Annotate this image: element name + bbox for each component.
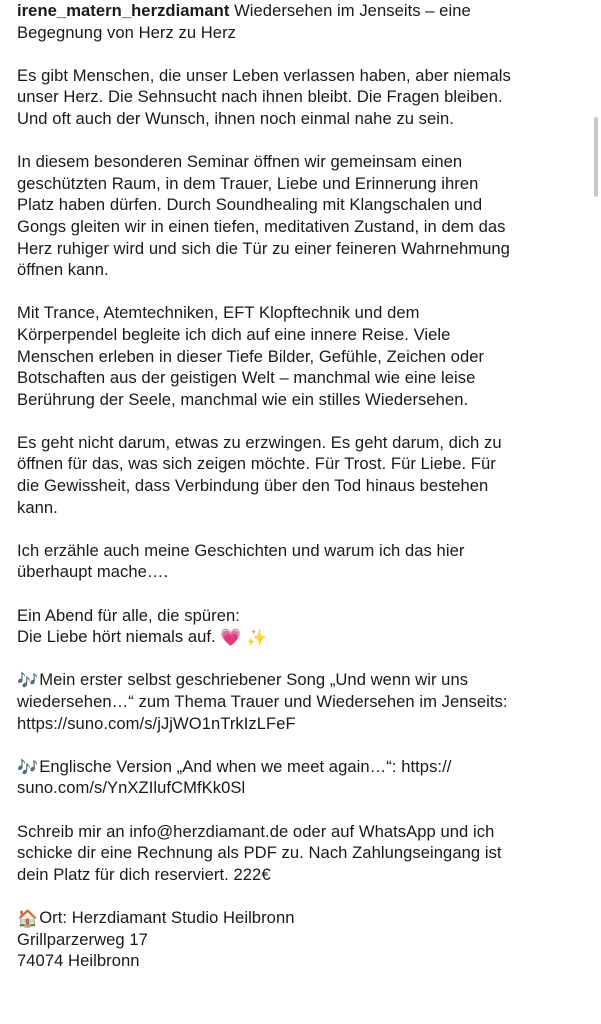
- paragraph-methods: [17, 302, 589, 410]
- post-caption: [17, 0, 589, 993]
- paragraph-seminar: [17, 151, 589, 281]
- text-line: Botschaften aus der geistigen Welt – manchmal wie eine leise: [17, 368, 476, 388]
- text-line: schicke dir eine Rechnung als PDF zu. Nach Zahlungseingang ist: [17, 843, 502, 863]
- text-line: überhaupt mache….: [17, 562, 169, 582]
- musical-notes-icon: 🎶: [17, 671, 39, 692]
- text-line: Die Liebe hört niemals auf.: [17, 627, 216, 647]
- text-line: Mit Trance, Atemtechniken, EFT Klopftechnik und dem: [17, 303, 420, 323]
- text-line: Ein Abend für alle, die spüren:: [17, 605, 240, 625]
- text-line: öffnen für das, was sich zeigen möchte. Für Trost. Für Liebe. Für: [17, 454, 496, 474]
- text-line: Menschen erleben in dieser Tiefe Bilder, Gefühle, Zeichen oder: [17, 346, 485, 366]
- text-line: Berührung der Seele, manchmal wie ein stilles Wiedersehen.: [17, 389, 469, 409]
- paragraph-stories: [17, 540, 589, 583]
- text-line: Englische Version „And when we meet again…“: https://: [39, 756, 452, 776]
- text-line: die Gewissheit, dass Verbindung über den Tod hinaus bestehen: [17, 476, 489, 496]
- text-line: 74074 Heilbronn: [17, 951, 140, 971]
- paragraph-intro: [17, 65, 589, 130]
- text-line: In diesem besonderen Seminar öffnen wir gemeinsam einen: [17, 152, 463, 172]
- text-line: kann.: [17, 497, 58, 517]
- caption-header: [17, 0, 589, 43]
- text-line: Es geht nicht darum, etwas zu erzwingen. Es geht darum, dich zu: [17, 432, 502, 452]
- paragraph-booking: [17, 821, 589, 886]
- text-line: Körperpendel begleite ich dich auf eine innere Reise. Viele: [17, 324, 451, 344]
- paragraph-evening: [17, 605, 589, 648]
- text-line: Platz haben dürfen. Durch Soundhealing mit Klangschalen und: [17, 195, 483, 215]
- english-song-link[interactable]: suno.com/s/YnXZIlufCMfKk0Sl: [17, 778, 246, 798]
- text-line: Gongs gleiten wir in einen tiefen, meditativen Zustand, in dem das: [17, 216, 506, 236]
- text-line: unser Herz. Die Sehnsucht nach ihnen bleibt. Die Fragen bleiben.: [17, 87, 503, 107]
- sparkles-icon: ✨: [246, 628, 268, 649]
- musical-notes-icon: 🎶: [17, 757, 39, 778]
- paragraph-english-song: [17, 756, 589, 799]
- text-line: Und oft auch der Wunsch, ihnen noch einmal nahe zu sein.: [17, 108, 454, 128]
- text-line: Es gibt Menschen, die unser Leben verlassen haben, aber niemals: [17, 65, 511, 85]
- house-icon: 🏠: [17, 908, 39, 929]
- text-line: Herz ruhiger wird und sich die Tür zu einer feineren Wahrnehmung: [17, 238, 510, 258]
- text-line: Schreib mir an info@herzdiamant.de oder auf WhatsApp und ich: [17, 821, 495, 841]
- caption-title-line: Wiedersehen im Jenseits – eine: [234, 1, 471, 20]
- text-line: geschützten Raum, in dem Trauer, Liebe und Erinnerung ihren: [17, 173, 479, 193]
- text-line: wiedersehen…“ zum Thema Trauer und Wiedersehen im Jenseits:: [17, 692, 508, 711]
- scrollbar[interactable]: [594, 117, 598, 197]
- text-line: Ort: Herzdiamant Studio Heilbronn: [39, 907, 295, 927]
- username-link[interactable]: irene_matern_herzdiamant: [17, 1, 230, 20]
- paragraph-location: [17, 907, 589, 972]
- text-line: Grillparzerweg 17: [17, 929, 148, 949]
- paragraph-intent: [17, 432, 589, 518]
- sparkling-heart-icon: 💗: [220, 628, 242, 649]
- text-line: dein Platz für dich reserviert. 222€: [17, 864, 271, 884]
- text-line: öffnen kann.: [17, 260, 109, 280]
- song-link[interactable]: https://suno.com/s/jJjWO1nTrkIzLFeF: [17, 713, 296, 733]
- caption-title-line: Begegnung von Herz zu Herz: [17, 22, 236, 42]
- text-line: Mein erster selbst geschriebener Song „Und wenn wir uns: [39, 670, 469, 690]
- text-line: Ich erzähle auch meine Geschichten und warum ich das hier: [17, 540, 465, 560]
- paragraph-song: [17, 669, 589, 734]
